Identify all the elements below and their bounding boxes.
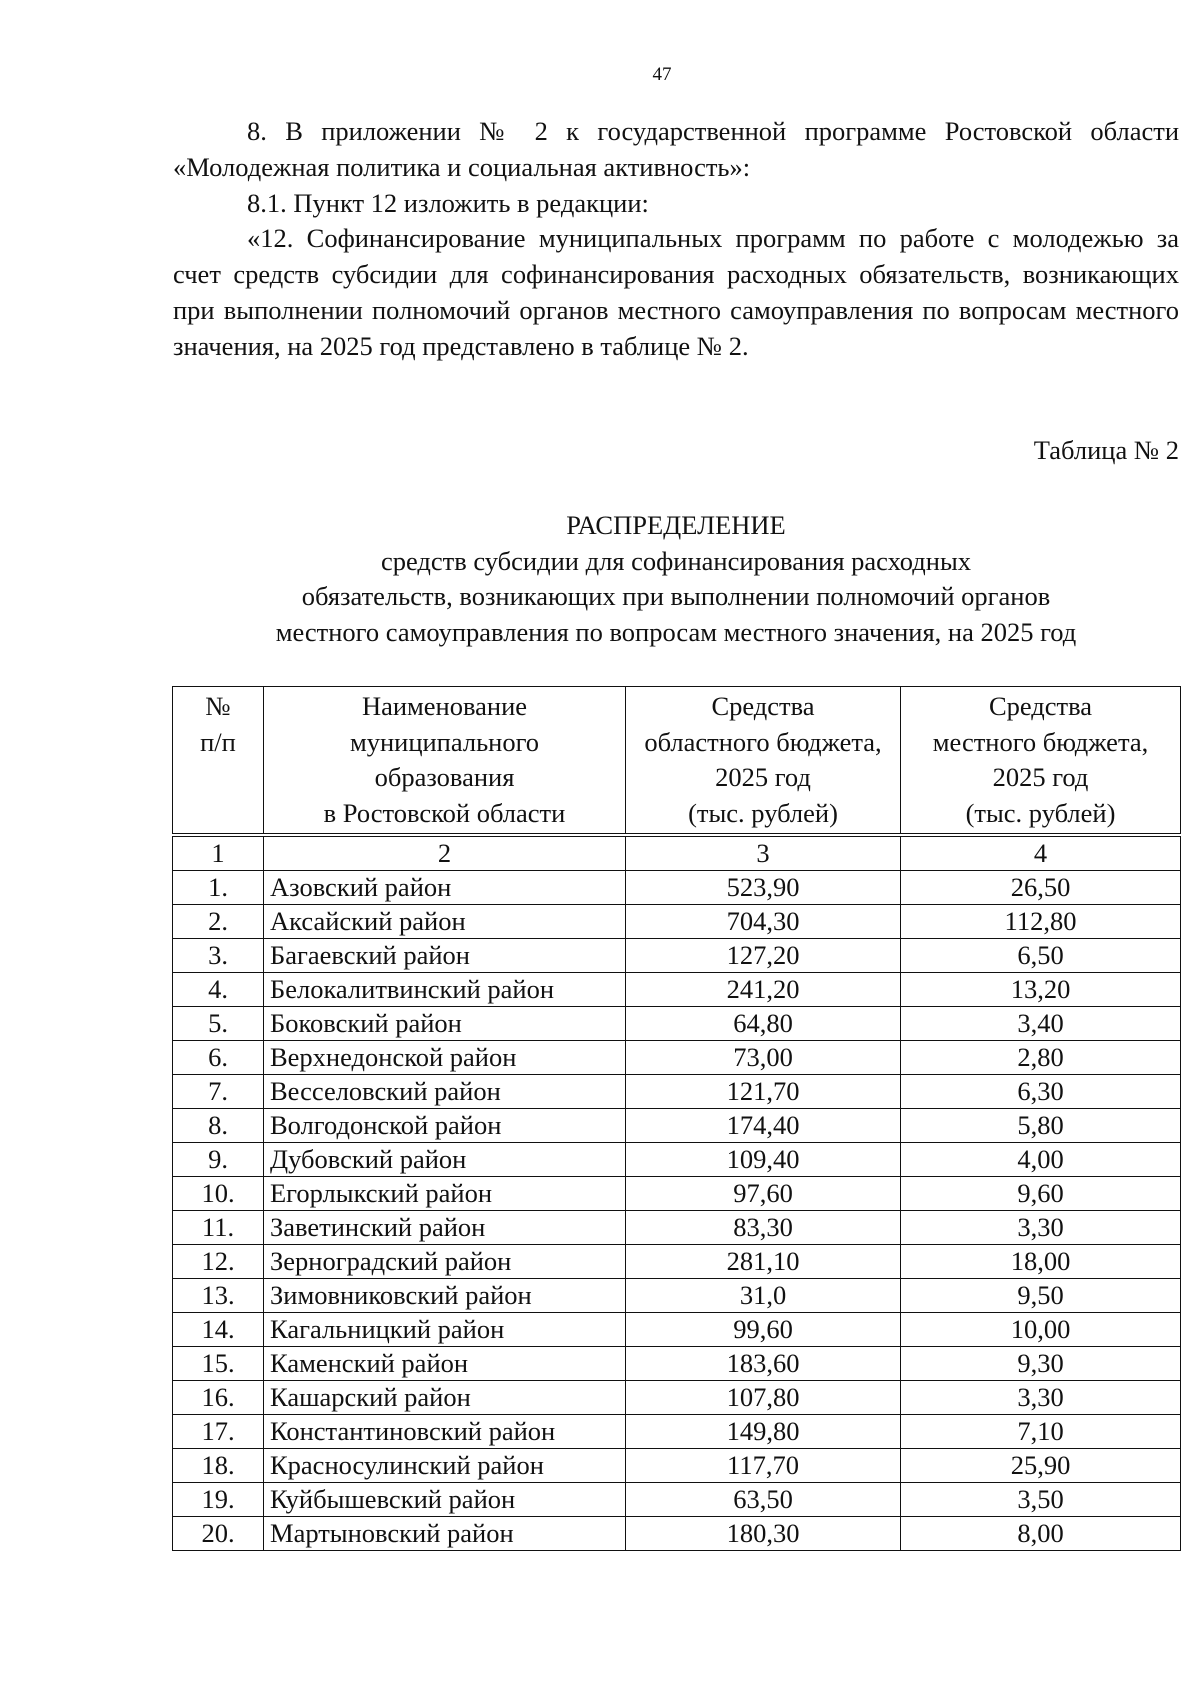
header-number-line-1: № — [205, 691, 231, 721]
table-row — [173, 1109, 1181, 1143]
local-budget: 13,20 — [901, 973, 1181, 1007]
regional-budget: 149,80 — [626, 1415, 901, 1449]
municipality-name: Весселовский район — [264, 1075, 626, 1109]
regional-budget: 107,80 — [626, 1381, 901, 1415]
regional-budget: 31,0 — [626, 1279, 901, 1313]
table-row — [173, 1279, 1181, 1313]
municipality-name: Каменский район — [264, 1347, 626, 1381]
table-heading — [173, 508, 1179, 650]
table-row — [173, 939, 1181, 973]
row-number: 10. — [173, 1177, 264, 1211]
distribution-table — [172, 686, 1181, 1551]
row-number: 9. — [173, 1143, 264, 1177]
municipality-name: Заветинский район — [264, 1211, 626, 1245]
row-number: 6. — [173, 1041, 264, 1075]
local-budget: 5,80 — [901, 1109, 1181, 1143]
column-number: 2 — [264, 835, 626, 871]
header-local — [901, 687, 1181, 836]
table-row — [173, 1381, 1181, 1415]
local-budget: 26,50 — [901, 871, 1181, 905]
header-regional-line-2: областного бюджета, — [644, 726, 882, 757]
local-budget: 10,00 — [901, 1313, 1181, 1347]
header-name-line-1: Наименование — [361, 691, 528, 721]
heading-line-1: средств субсидии для софинансирования расходных — [380, 545, 972, 576]
regional-budget: 109,40 — [626, 1143, 901, 1177]
paragraph-8-1: 8.1. Пункт 12 изложить в редакции: — [247, 187, 649, 218]
local-budget: 18,00 — [901, 1245, 1181, 1279]
municipality-name: Зимовниковский район — [264, 1279, 626, 1313]
municipality-name: Красносулинский район — [264, 1449, 626, 1483]
municipality-name: Аксайский район — [264, 905, 626, 939]
paragraph-8: 8. В приложении № 2 к государственной программе Ростовской области «Молодежная политика и социальная активность»: — [173, 116, 1179, 182]
local-budget: 112,80 — [901, 905, 1181, 939]
header-local-line-2: местного бюджета, — [932, 726, 1149, 757]
table-row — [173, 871, 1181, 905]
table-row — [173, 1245, 1181, 1279]
table-row — [173, 1177, 1181, 1211]
row-number: 15. — [173, 1347, 264, 1381]
local-budget: 4,00 — [901, 1143, 1181, 1177]
row-number: 20. — [173, 1517, 264, 1551]
regional-budget: 99,60 — [626, 1313, 901, 1347]
table-row — [173, 1041, 1181, 1075]
local-budget: 2,80 — [901, 1041, 1181, 1075]
row-number: 7. — [173, 1075, 264, 1109]
local-budget: 3,40 — [901, 1007, 1181, 1041]
municipality-name: Егорлыкский район — [264, 1177, 626, 1211]
municipality-name: Волгодонской район — [264, 1109, 626, 1143]
column-number: 3 — [626, 835, 901, 871]
local-budget: 6,30 — [901, 1075, 1181, 1109]
row-number: 16. — [173, 1381, 264, 1415]
table-row — [173, 1075, 1181, 1109]
table-row — [173, 1143, 1181, 1177]
regional-budget: 523,90 — [626, 871, 901, 905]
regional-budget: 127,20 — [626, 939, 901, 973]
row-number: 14. — [173, 1313, 264, 1347]
page-number: 47 — [652, 64, 672, 85]
municipality-name: Мартыновский район — [264, 1517, 626, 1551]
municipality-name: Константиновский район — [264, 1415, 626, 1449]
table-header-row — [173, 687, 1181, 836]
municipality-name: Зерноградский район — [264, 1245, 626, 1279]
row-number: 11. — [173, 1211, 264, 1245]
header-name-line-4: в Ростовской области — [323, 797, 566, 828]
header-name-line-2: муниципального — [349, 726, 540, 757]
table-row — [173, 1313, 1181, 1347]
table-row — [173, 1007, 1181, 1041]
regional-budget: 64,80 — [626, 1007, 901, 1041]
municipality-name: Боковский район — [264, 1007, 626, 1041]
paragraph-12: «12. Софинансирование муниципальных программ по работе с молодежью за счет средств субсидии для софинансирования расходных обязательств, возникающих при выполнении полномочий органов местного самоуправления по вопросам местного значения, на 2025 год представлено в таблице № 2. — [173, 223, 1179, 361]
table-row — [173, 973, 1181, 1007]
row-number: 17. — [173, 1415, 264, 1449]
regional-budget: 121,70 — [626, 1075, 901, 1109]
table-row — [173, 905, 1181, 939]
regional-budget: 281,10 — [626, 1245, 901, 1279]
header-regional-line-3: 2025 год — [715, 762, 811, 792]
column-number: 1 — [173, 835, 264, 871]
heading-line-2: обязательств, возникающих при выполнении полномочий органов — [301, 581, 1051, 611]
municipality-name: Багаевский район — [264, 939, 626, 973]
body-text — [173, 114, 1179, 365]
column-number-row — [173, 835, 1181, 871]
regional-budget: 183,60 — [626, 1347, 901, 1381]
local-budget: 9,30 — [901, 1347, 1181, 1381]
heading-title: РАСПРЕДЕЛЕНИЕ — [566, 510, 786, 540]
local-budget: 25,90 — [901, 1449, 1181, 1483]
local-budget: 9,50 — [901, 1279, 1181, 1313]
municipality-name: Куйбышевский район — [264, 1483, 626, 1517]
header-name-line-3: образования — [374, 762, 515, 792]
local-budget: 6,50 — [901, 939, 1181, 973]
header-local-line-1: Средства — [988, 691, 1093, 721]
regional-budget: 180,30 — [626, 1517, 901, 1551]
local-budget: 7,10 — [901, 1415, 1181, 1449]
header-regional-line-1: Средства — [711, 691, 815, 721]
table-label: Таблица № 2 — [1033, 435, 1179, 465]
column-number: 4 — [901, 835, 1181, 871]
row-number: 4. — [173, 973, 264, 1007]
regional-budget: 704,30 — [626, 905, 901, 939]
local-budget: 3,30 — [901, 1381, 1181, 1415]
local-budget: 3,30 — [901, 1211, 1181, 1245]
row-number: 13. — [173, 1279, 264, 1313]
table-row — [173, 1415, 1181, 1449]
municipality-name: Кашарский район — [264, 1381, 626, 1415]
regional-budget: 117,70 — [626, 1449, 901, 1483]
regional-budget: 83,30 — [626, 1211, 901, 1245]
regional-budget: 97,60 — [626, 1177, 901, 1211]
table-row — [173, 1347, 1181, 1381]
municipality-name: Азовский район — [264, 871, 626, 905]
row-number: 18. — [173, 1449, 264, 1483]
local-budget: 8,00 — [901, 1517, 1181, 1551]
header-number-line-2: п/п — [200, 726, 236, 757]
row-number: 19. — [173, 1483, 264, 1517]
table-row — [173, 1483, 1181, 1517]
municipality-name: Дубовский район — [264, 1143, 626, 1177]
row-number: 3. — [173, 939, 264, 973]
header-number — [173, 687, 264, 836]
row-number: 1. — [173, 871, 264, 905]
row-number: 5. — [173, 1007, 264, 1041]
local-budget: 3,50 — [901, 1483, 1181, 1517]
local-budget: 9,60 — [901, 1177, 1181, 1211]
municipality-name: Верхнедонской район — [264, 1041, 626, 1075]
municipality-name: Белокалитвинский район — [264, 973, 626, 1007]
regional-budget: 73,00 — [626, 1041, 901, 1075]
regional-budget: 63,50 — [626, 1483, 901, 1517]
header-name — [264, 687, 626, 836]
header-regional-line-4: (тыс. рублей) — [688, 797, 838, 828]
row-number: 8. — [173, 1109, 264, 1143]
table-row — [173, 1449, 1181, 1483]
heading-line-3: местного самоуправления по вопросам местного значения, на 2025 год — [275, 616, 1077, 647]
municipality-name: Кагальницкий район — [264, 1313, 626, 1347]
header-local-line-4: (тыс. рублей) — [965, 797, 1116, 828]
regional-budget: 241,20 — [626, 973, 901, 1007]
table-row — [173, 1211, 1181, 1245]
row-number: 12. — [173, 1245, 264, 1279]
regional-budget: 174,40 — [626, 1109, 901, 1143]
row-number: 2. — [173, 905, 264, 939]
table-row — [173, 1517, 1181, 1551]
header-local-line-3: 2025 год — [992, 762, 1089, 792]
header-regional — [626, 687, 901, 836]
